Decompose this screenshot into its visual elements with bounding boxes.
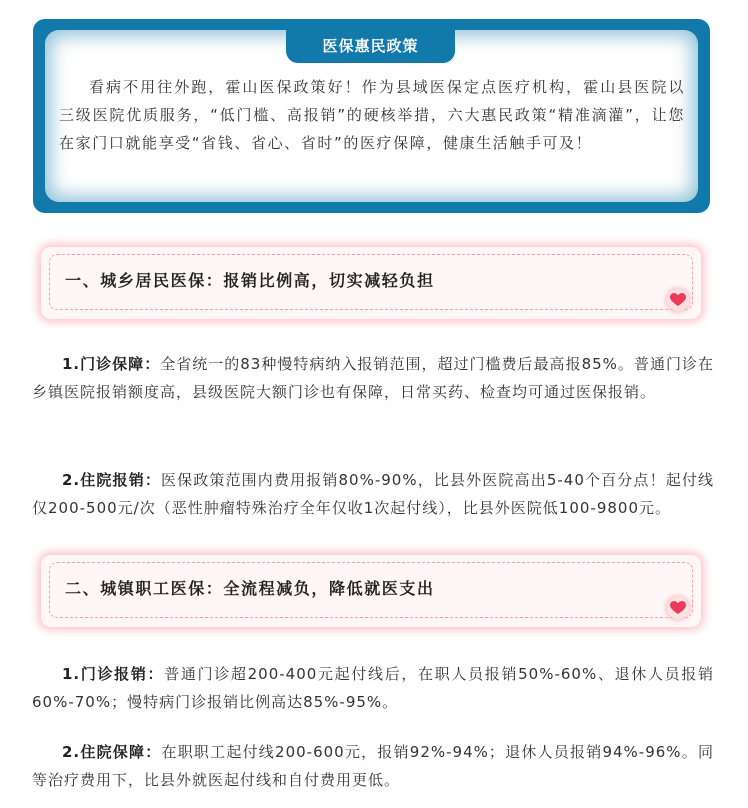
paragraph-text: 在职职工起付线200-600元，报销92%-94%；退休人员报销94%-96%。同等治疗费用下，比县外就医起付线和自付费用更低。 [32,743,714,789]
paragraph-label: 1.门诊保障： [62,355,161,373]
section-title: 二、城镇职工医保：全流程减负，降低就医支出 [65,579,435,598]
paragraph-text: 医保政策范围内费用报销80%-90%，比县外医院高出5-40个百分点！起付线仅200-500元/次（恶性肿瘤特殊治疗全年仅收1次起付线），比县外医院低100-9800元。 [32,471,714,517]
section-heading-2 [41,555,701,627]
paragraph-inpatient-2 [32,738,714,794]
paragraph-inpatient-1 [32,466,714,522]
intro-card [33,19,710,213]
paragraph-label: 1.门诊报销： [62,665,165,683]
paragraph-text: 普通门诊超200-400元起付线后，在职人员报销50%-60%、退休人员报销60%-70%；慢特病门诊报销比例高达85%-95%。 [32,665,714,711]
section-heading-1 [41,247,701,319]
intro-text: 看病不用往外跑，霍山医保政策好！作为县域医保定点医疗机构，霍山县医院以三级医院优质服务，“低门槛、高报销”的硬核举措，六大惠民政策“精准滴灌”，让您在家门口就能享受“省钱、省心、省时”的医疗保障，健康生活触手可及！ [59,78,685,152]
paragraph-label: 2.住院保障： [62,743,162,761]
paragraph-outpatient-2 [32,660,714,716]
paragraph-label: 2.住院报销： [62,471,161,489]
heart-icon [667,597,689,619]
section-title: 一、城乡居民医保：报销比例高，切实减轻负担 [65,271,435,290]
paragraph-outpatient-1 [32,350,714,406]
heart-icon [667,289,689,311]
intro-title: 医保惠民政策 [286,29,455,63]
paragraph-text: 全省统一的83种慢特病纳入报销范围，超过门槛费后最高报85%。普通门诊在乡镇医院报销额度高，县级医院大额门诊也有保障，日常买药、检查均可通过医保报销。 [32,355,714,401]
